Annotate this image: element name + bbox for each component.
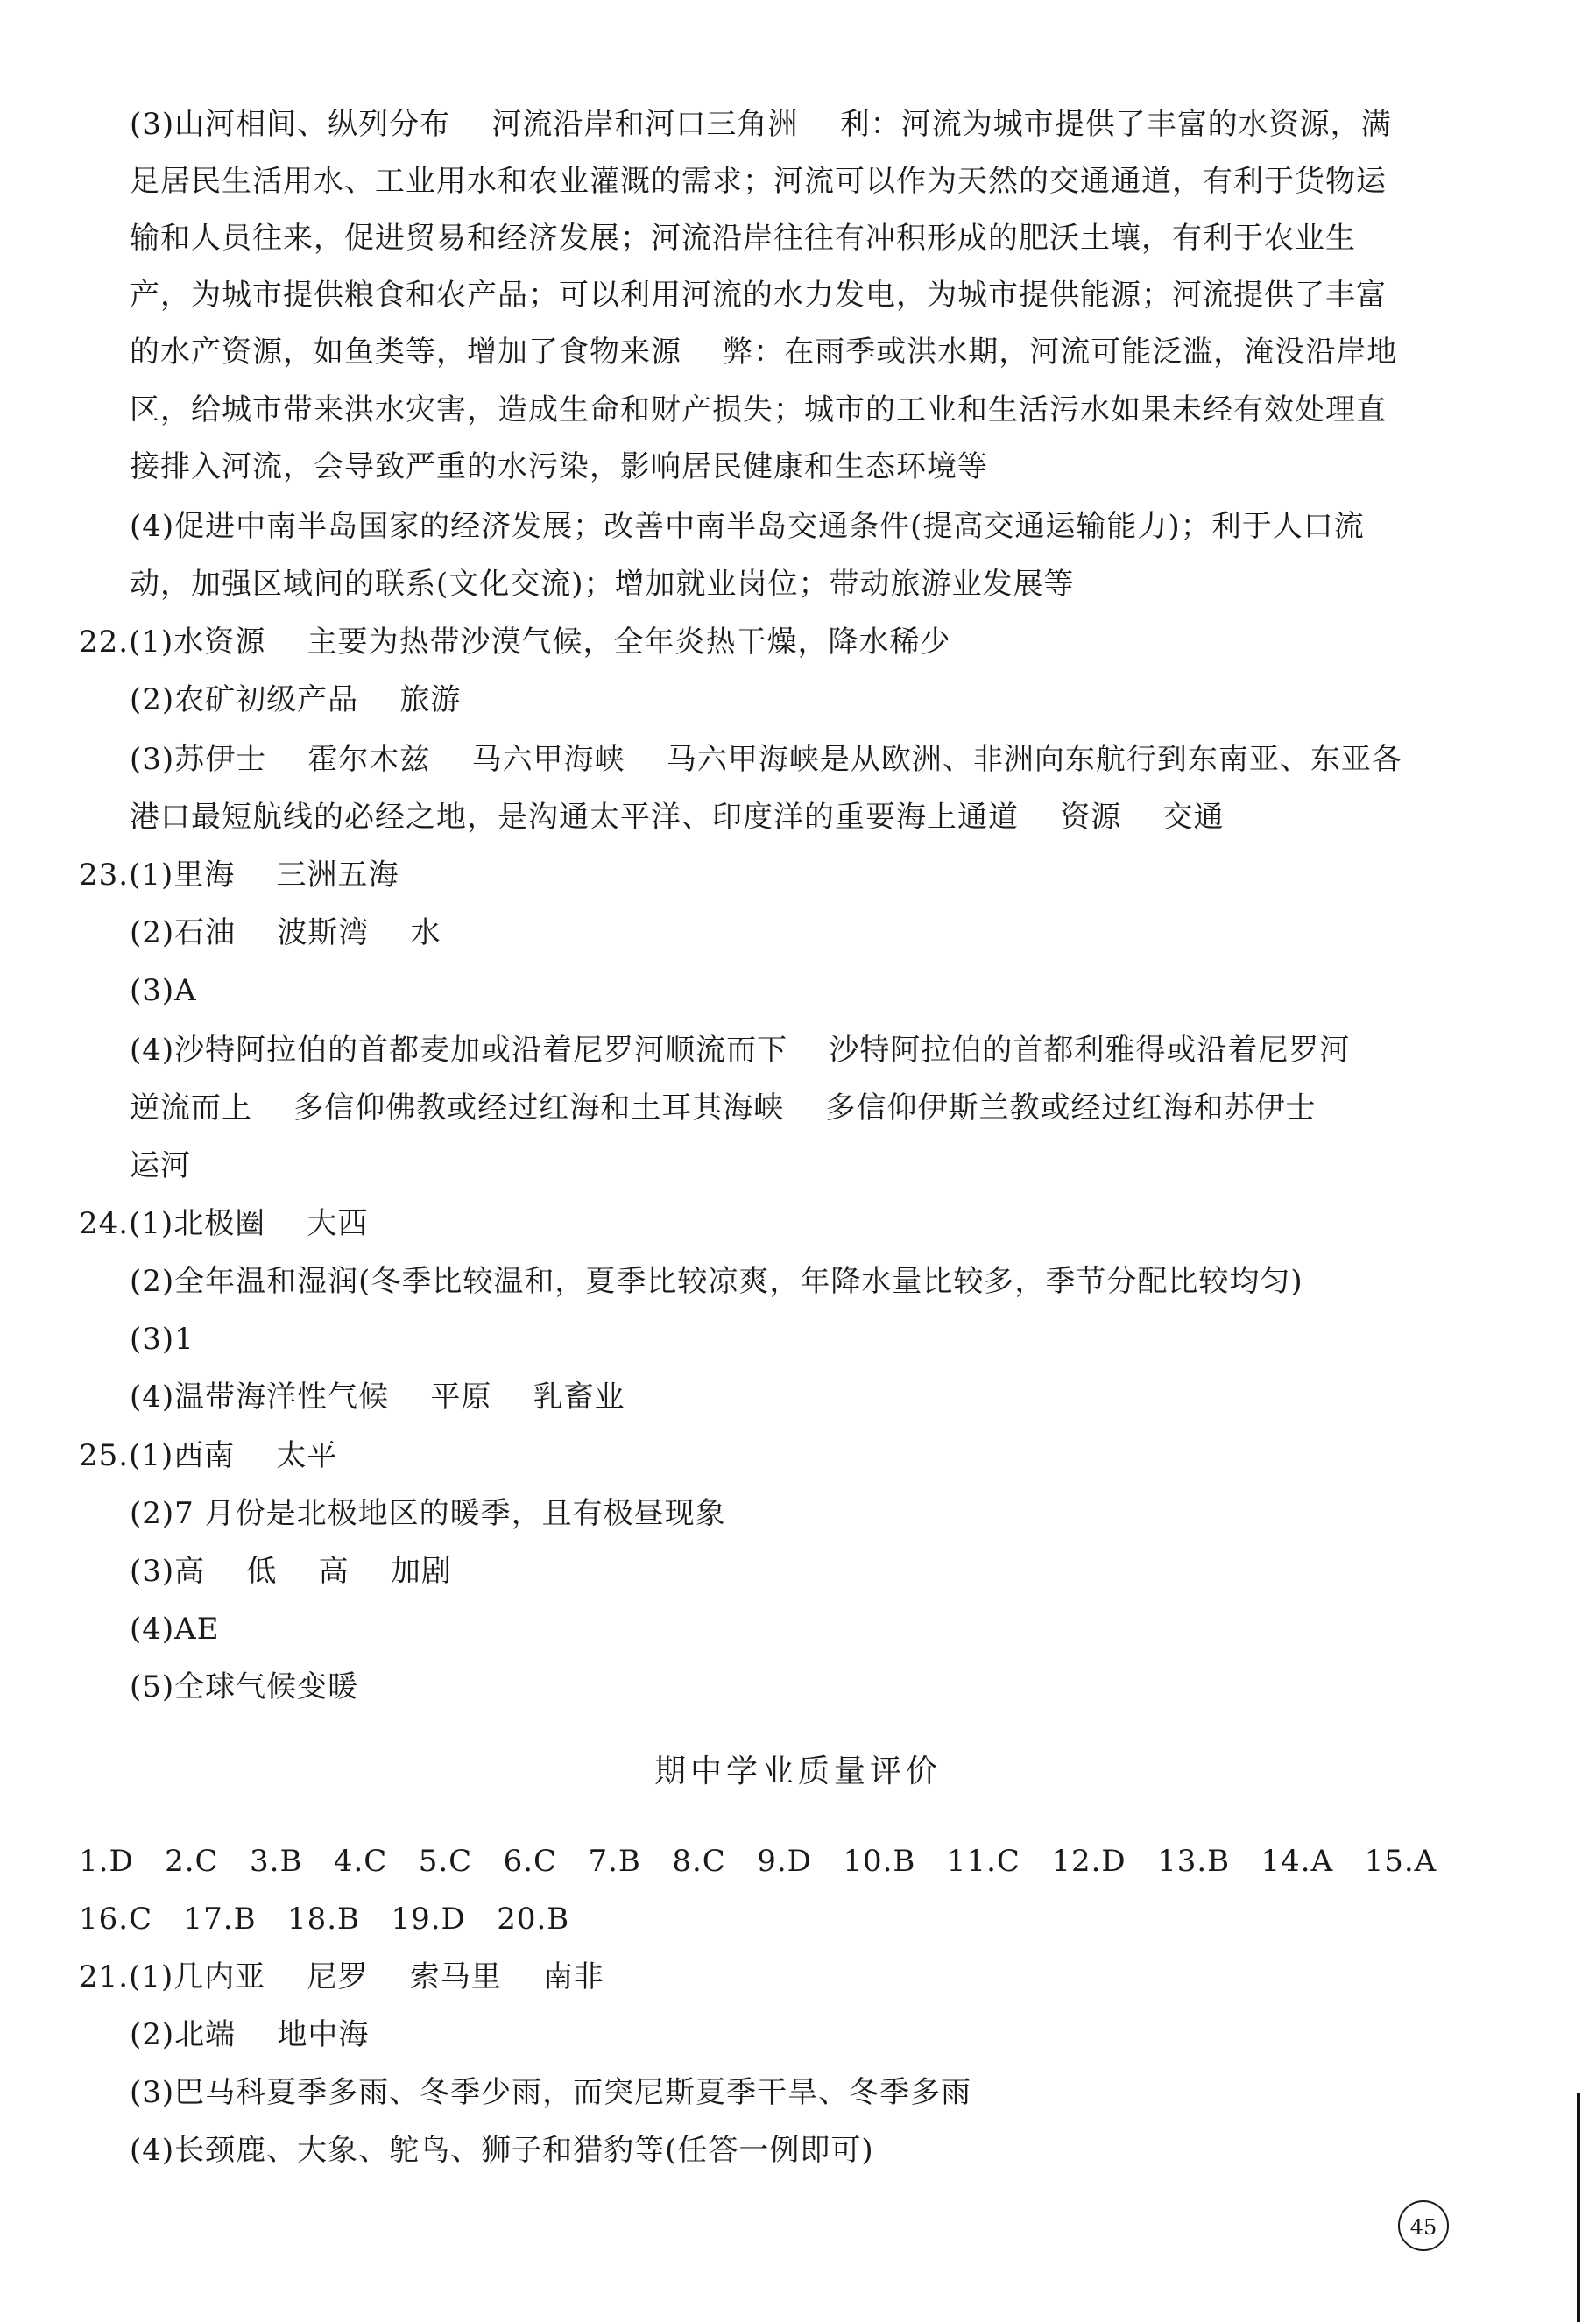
text-line: (2)农矿初级产品 旅游 xyxy=(130,682,462,717)
text-line: (2)北端 地中海 xyxy=(130,2017,370,2052)
text-line: 的水产资源，如鱼类等，增加了食物来源 弊：在雨季或洪水期，河流可能泛滥，淹没沿岸地 xyxy=(130,335,1398,370)
text-line: 港口最短航线的必经之地，是沟通太平洋、印度洋的重要海上通道 资源 交通 xyxy=(130,800,1225,835)
text-line: 输和人员往来，促进贸易和经济发展；河流沿岸往往有冲积形成的肥沃土壤，有利于农业生 xyxy=(130,221,1356,256)
choice-answers-line: 1.D 2.C 3.B 4.C 5.C 6.C 7.B 8.C 9.D 10.B 11.C 12.D 13.B 14.A 15.A xyxy=(79,1844,1437,1879)
question-24-line: 24.(1)北极圈 大西 xyxy=(79,1206,369,1241)
text-line: (4)温带海洋性气候 平原 乳畜业 xyxy=(130,1380,625,1415)
text-line: 动，加强区域间的联系(文化交流)；增加就业岗位；带动旅游业发展等 xyxy=(130,567,1075,602)
text-line: 足居民生活用水、工业用水和农业灌溉的需求；河流可以作为天然的交通通道，有利于货物运 xyxy=(130,164,1387,199)
text-line: 运河 xyxy=(130,1148,191,1183)
text-line: 区，给城市带来洪水灾害，造成生命和财产损失；城市的工业和生活污水如果未经有效处理直 xyxy=(130,392,1387,427)
text-line: 产，为城市提供粮食和农产品；可以利用河流的水力发电，为城市提供能源；河流提供了丰富 xyxy=(130,278,1387,313)
text-line: (3)巴马科夏季多雨、冬季少雨，而突尼斯夏季干旱、冬季多雨 xyxy=(130,2075,972,2110)
text-line: (3)山河相间、纵列分布 河流沿岸和河口三角洲 利：河流为城市提供了丰富的水资源，满 xyxy=(130,107,1392,142)
text-line: (3)苏伊士 霍尔木兹 马六甲海峡 马六甲海峡是从欧洲、非洲向东航行到东南亚、东亚各 xyxy=(130,742,1402,777)
text-line: (2)石油 波斯湾 水 xyxy=(130,915,441,950)
section-title: 期中学业质量评价 xyxy=(653,1754,942,1789)
text-line: (3)1 xyxy=(130,1322,194,1357)
question-23-line: 23.(1)里海 三洲五海 xyxy=(79,858,399,893)
text-line: (4)沙特阿拉伯的首都麦加或沿着尼罗河顺流而下 沙特阿拉伯的首都利雅得或沿着尼罗河 xyxy=(130,1033,1351,1068)
text-line: (2)全年温和湿润(冬季比较温和，夏季比较凉爽，年降水量比较多，季节分配比较均匀) xyxy=(130,1264,1303,1299)
question-22-line: 22.(1)水资源 主要为热带沙漠气候，全年炎热干燥，降水稀少 xyxy=(79,625,951,660)
text-line: (2)7 月份是北极地区的暖季，且有极昼现象 xyxy=(130,1496,726,1531)
text-line: (4)长颈鹿、大象、鸵鸟、狮子和猎豹等(任答一例即可) xyxy=(130,2133,874,2168)
question-21-line: 21.(1)几内亚 尼罗 索马里 南非 xyxy=(79,1959,604,1994)
text-line: (4)AE xyxy=(130,1612,220,1647)
text-line: (3)高 低 高 加剧 xyxy=(130,1554,452,1589)
choice-answers-line: 16.C 17.B 18.B 19.D 20.B xyxy=(79,1902,570,1937)
text-line: (4)促进中南半岛国家的经济发展；改善中南半岛交通条件(提高交通运输能力)；利于人口流 xyxy=(130,509,1365,544)
text-line: (3)A xyxy=(130,973,197,1008)
question-25-line: 25.(1)西南 太平 xyxy=(79,1438,338,1473)
page-number-badge: 45 xyxy=(1398,2200,1449,2251)
page-edge-divider xyxy=(1577,2093,1580,2322)
text-line: 逆流而上 多信仰佛教或经过红海和土耳其海峡 多信仰伊斯兰教或经过红海和苏伊士 xyxy=(130,1090,1317,1126)
text-line: 接排入河流，会导致严重的水污染，影响居民健康和生态环境等 xyxy=(130,449,988,484)
text-line: (5)全球气候变暖 xyxy=(130,1669,359,1704)
